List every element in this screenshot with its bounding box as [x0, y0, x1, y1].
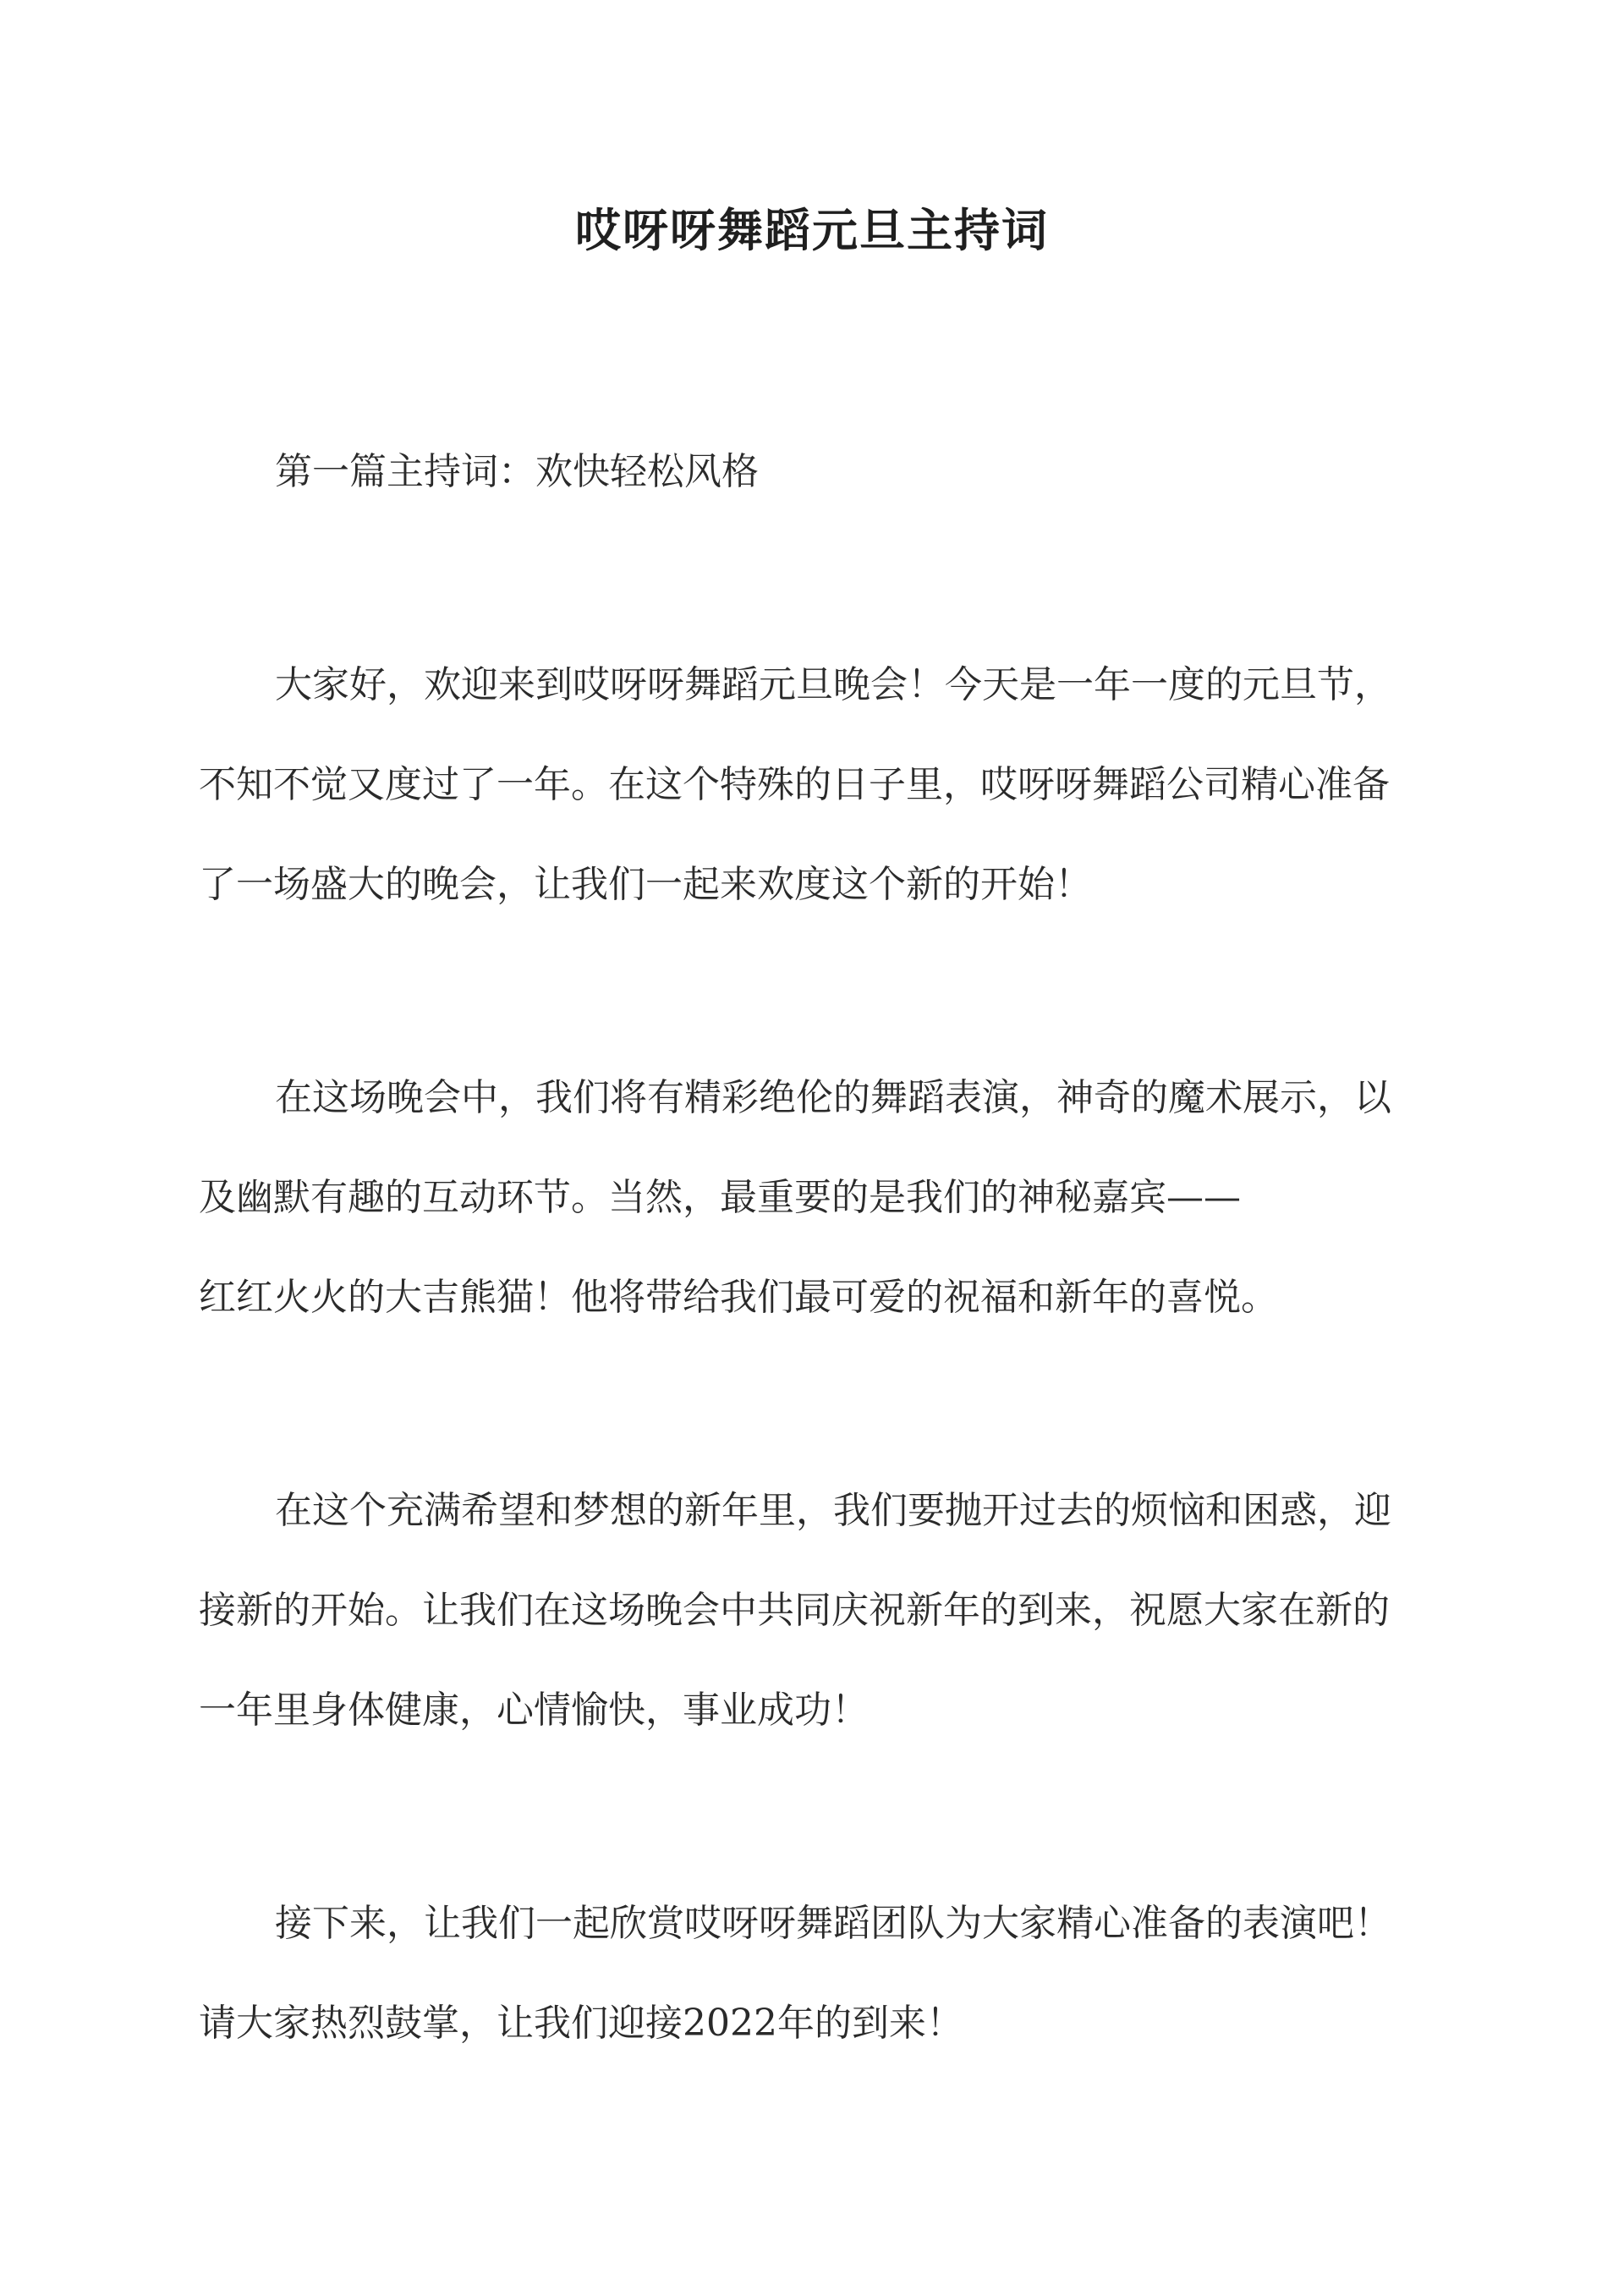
paragraph-1-line-3: 了一场盛大的晚会，让我们一起来欢度这个新的开始！ [199, 863, 1092, 906]
paragraph-1-line-2: 不知不觉又度过了一年。在这个特殊的日子里，哎呀呀舞蹈公司精心准备 [199, 763, 1390, 806]
section-heading: 第一篇主持词：欢快轻松风格 [275, 450, 759, 493]
paragraph-4-line-2: 请大家热烈鼓掌，让我们迎接2022年的到来！ [199, 2002, 963, 2045]
paragraph-3-line-2: 接新的开始。让我们在这场晚会中共同庆祝新年的到来，祝愿大家在新的 [199, 1589, 1390, 1632]
paragraph-4-line-1: 接下来，让我们一起欣赏哎呀呀舞蹈团队为大家精心准备的表演吧！ [275, 1902, 1391, 1945]
document-title: 哎呀呀舞蹈元旦主持词 [575, 203, 1049, 257]
paragraph-3-line-1: 在这个充满希望和梦想的新年里，我们要抛开过去的烦恼和困惑，迎 [275, 1489, 1391, 1532]
paragraph-1-line-1: 大家好，欢迎来到哎呀呀舞蹈元旦晚会！今天是一年一度的元旦节， [275, 663, 1391, 706]
paragraph-2-line-2: 及幽默有趣的互动环节。当然，最重要的是我们的神秘嘉宾—— [199, 1176, 1241, 1219]
paragraph-3-line-3: 一年里身体健康，心情愉快，事业成功！ [199, 1689, 869, 1732]
paragraph-2-line-3: 红红火火的大吉熊猫！他将带给我们最可爱的祝福和新年的喜悦。 [199, 1276, 1278, 1319]
paragraph-2-line-1: 在这场晚会中，我们将有精彩绝伦的舞蹈表演，神奇的魔术展示，以 [275, 1076, 1391, 1119]
